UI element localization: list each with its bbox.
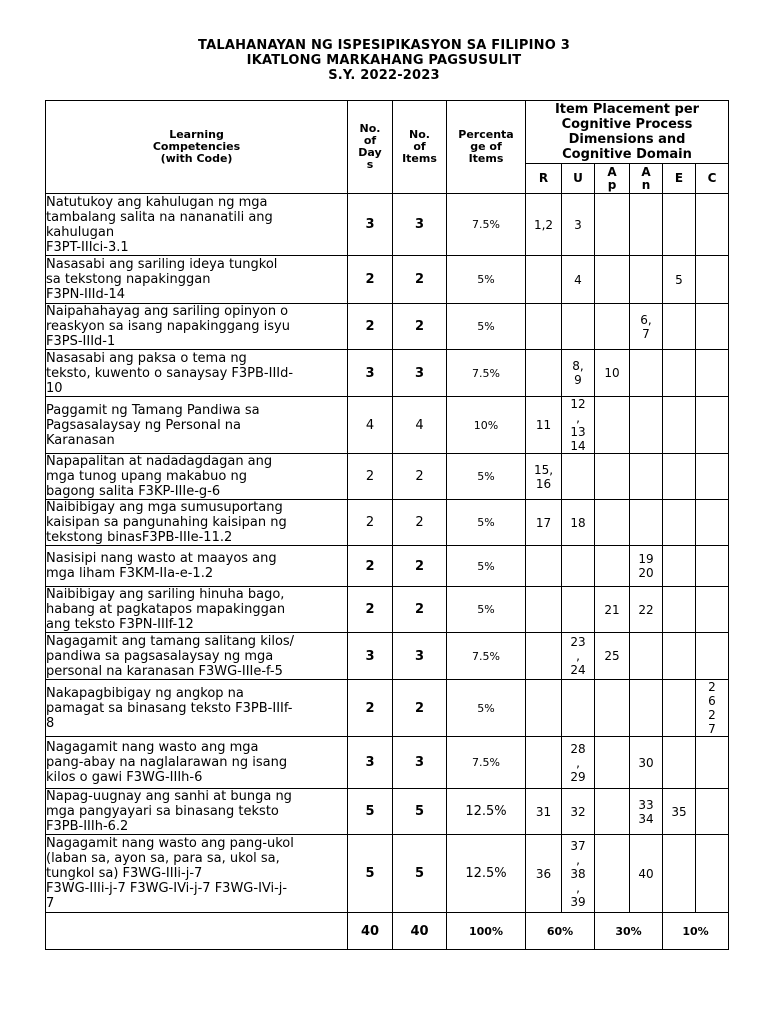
- items-cell: 5: [393, 789, 447, 835]
- item-number: 24: [570, 663, 586, 677]
- competency-line: F3PB-IIIh-6.2: [46, 819, 129, 834]
- placement-cell-c: [696, 546, 729, 587]
- competency-cell: [46, 633, 348, 680]
- days-cell: 2: [348, 680, 393, 737]
- placement-cell-u: [562, 546, 595, 587]
- header-row: [46, 101, 729, 164]
- item-number: 38: [570, 866, 586, 881]
- competency-line: F3WG-IIIi-j-7 F3WG-IVi-j-7 F3WG-IVi-j-: [46, 881, 288, 896]
- item-number: 6: [708, 694, 716, 708]
- competency-cell: [46, 835, 348, 913]
- item-number: 23: [570, 635, 586, 649]
- competency-line: Natutukoy ang kahulugan ng mga: [46, 194, 268, 210]
- header-line: Item Placement per: [554, 102, 700, 117]
- item-number: 7: [708, 722, 716, 736]
- header-dim-ap: [595, 164, 630, 194]
- placement-cell-u: [562, 256, 595, 304]
- table-row: [46, 789, 729, 835]
- percentage-cell: 5%: [447, 454, 526, 500]
- placement-cell-e: [663, 304, 696, 350]
- header-line: Cognitive Domain: [562, 147, 692, 162]
- item-number: 1,2: [533, 217, 554, 232]
- item-number: 14: [570, 439, 586, 453]
- competency-line: reaskyon sa isang napakinggang isyu: [46, 319, 290, 334]
- header-competencies: [46, 101, 348, 194]
- placement-cell-r: [526, 789, 562, 835]
- header-line: No.: [409, 128, 430, 141]
- total-percentage: 100%: [447, 913, 526, 950]
- competency-cell: [46, 397, 348, 454]
- item-number: 35: [671, 804, 687, 819]
- item-number: ,: [576, 649, 580, 663]
- placement-cell-e: [663, 350, 696, 397]
- items-cell: 3: [393, 737, 447, 789]
- placement-cell-r: [526, 256, 562, 304]
- item-number: 10: [604, 366, 620, 380]
- items-cell: 2: [393, 680, 447, 737]
- placement-cell-r: [526, 397, 562, 454]
- placement-cell-ap: [595, 304, 630, 350]
- placement-cell-ap: [595, 500, 630, 546]
- competency-cell: [46, 256, 348, 304]
- header-dim-r: [526, 164, 562, 194]
- table-row: [46, 454, 729, 500]
- header-line: Cognitive Process: [561, 117, 693, 132]
- competency-line: teksto, kuwento o sanaysay F3PB-IIId-: [46, 365, 294, 381]
- placement-cell-e: [663, 737, 696, 789]
- table-row: [46, 633, 729, 680]
- placement-cell-e: [663, 633, 696, 680]
- dim-label: A: [641, 164, 651, 179]
- item-number: 16: [535, 476, 552, 491]
- placement-cell-c: [696, 737, 729, 789]
- competency-line: Karanasan: [46, 432, 115, 448]
- placement-cell-u: [562, 194, 595, 256]
- placement-cell-u: [562, 454, 595, 500]
- header-line: Items: [468, 152, 504, 165]
- placement-cell-r: [526, 454, 562, 500]
- placement-cell-e: [663, 546, 696, 587]
- days-cell: 3: [348, 737, 393, 789]
- placement-cell-ap: [595, 587, 630, 633]
- placement-cell-ap: [595, 454, 630, 500]
- placement-cell-r: [526, 194, 562, 256]
- header-line: Day: [358, 146, 382, 159]
- placement-cell-u: [562, 633, 595, 680]
- table-row: [46, 256, 729, 304]
- competency-line: Nasasabi ang paksa o tema ng: [46, 350, 247, 366]
- days-cell: 2: [348, 500, 393, 546]
- placement-cell-r: [526, 304, 562, 350]
- item-number: 2: [708, 708, 716, 722]
- placement-cell-an: [630, 835, 663, 913]
- percentage-cell: 12.5%: [447, 835, 526, 913]
- specification-table: [45, 100, 729, 950]
- items-cell: 2: [393, 256, 447, 304]
- percentage-cell: 10%: [447, 397, 526, 454]
- competency-line: Naibibigay ang mga sumusuportang: [46, 500, 283, 515]
- placement-cell-e: [663, 194, 696, 256]
- competency-line: mga pangyayari sa binasang teksto: [46, 804, 279, 819]
- competency-line: Nasasabi ang sariling ideya tungkol: [46, 257, 278, 272]
- header-line: Items: [402, 152, 437, 165]
- item-number: 8,: [572, 359, 584, 373]
- table-row: [46, 500, 729, 546]
- placement-cell-an: [630, 304, 663, 350]
- percentage-cell: 5%: [447, 500, 526, 546]
- placement-cell-ap: [595, 633, 630, 680]
- table-row: [46, 304, 729, 350]
- placement-cell-c: [696, 350, 729, 397]
- placement-cell-an: [630, 500, 663, 546]
- competency-line: 7: [46, 896, 55, 911]
- items-cell: 2: [393, 454, 447, 500]
- competency-line: Naibibigay ang sariling hinuha bago,: [46, 587, 285, 602]
- table-row: [46, 194, 729, 256]
- days-cell: 2: [348, 454, 393, 500]
- header-line: No.: [359, 122, 381, 135]
- placement-cell-e: [663, 789, 696, 835]
- item-number: ,: [576, 411, 580, 425]
- days-cell: 2: [348, 256, 393, 304]
- competency-line: kaisipan sa pangunahing kaisipan ng: [46, 515, 287, 530]
- placement-cell-c: [696, 500, 729, 546]
- competency-line: 10: [46, 380, 63, 396]
- competency-line: kahulugan: [46, 224, 115, 240]
- item-number: 7: [642, 326, 650, 341]
- percentage-cell: 5%: [447, 680, 526, 737]
- competency-line: F3PS-IIId-1: [46, 334, 116, 349]
- item-number: ,: [576, 880, 580, 895]
- percentage-cell: 5%: [447, 546, 526, 587]
- placement-cell-e: [663, 500, 696, 546]
- title-line-3: S.Y. 2022-2023: [328, 68, 440, 83]
- competency-cell: [46, 454, 348, 500]
- placement-cell-e: [663, 397, 696, 454]
- competency-line: Nasisipi nang wasto at maayos ang: [46, 551, 277, 566]
- percentage-cell: 7.5%: [447, 737, 526, 789]
- item-number: 5: [675, 272, 683, 287]
- placement-cell-an: [630, 546, 663, 587]
- competency-line: Nagagamit nang wasto ang pang-ukol: [46, 836, 294, 851]
- totals-blank-cell: [46, 913, 348, 950]
- item-number: 39: [570, 894, 586, 909]
- item-number: 3: [574, 217, 582, 232]
- placement-cell-c: [696, 789, 729, 835]
- document-title: [0, 38, 768, 83]
- items-cell: 3: [393, 350, 447, 397]
- table-row: [46, 835, 729, 913]
- days-cell: 2: [348, 304, 393, 350]
- items-cell: 2: [393, 304, 447, 350]
- item-number: 37: [570, 838, 586, 853]
- competency-line: habang at pagkatapos mapakinggan: [46, 602, 286, 617]
- competency-line: tekstong binasF3PB-IIIe-11.2: [46, 530, 233, 545]
- percentage-cell: 7.5%: [447, 194, 526, 256]
- days-cell: 3: [348, 633, 393, 680]
- placement-cell-u: [562, 500, 595, 546]
- percentage-cell: 7.5%: [447, 350, 526, 397]
- competency-line: kilos o gawi F3WG-IIIh-6: [46, 770, 203, 785]
- placement-cell-an: [630, 350, 663, 397]
- total-group-r-u: 60%: [526, 913, 595, 950]
- header-dim-an: [630, 164, 663, 194]
- placement-cell-ap: [595, 350, 630, 397]
- dim-label: U: [573, 171, 583, 185]
- header-line: Percenta: [458, 128, 514, 141]
- item-number: 32: [570, 804, 586, 819]
- competency-cell: [46, 304, 348, 350]
- table-row: [46, 737, 729, 789]
- header-percentage: [447, 101, 526, 194]
- competency-line: Paggamit ng Tamang Pandiwa sa: [46, 402, 260, 418]
- days-cell: 4: [348, 397, 393, 454]
- item-number: ,: [576, 852, 580, 867]
- dim-label: n: [641, 177, 651, 192]
- placement-cell-e: [663, 680, 696, 737]
- placement-cell-ap: [595, 789, 630, 835]
- table-row: [46, 587, 729, 633]
- competency-cell: [46, 194, 348, 256]
- placement-cell-c: [696, 633, 729, 680]
- placement-cell-c: [696, 835, 729, 913]
- item-number: 34: [638, 811, 654, 826]
- placement-cell-u: [562, 397, 595, 454]
- items-cell: 2: [393, 500, 447, 546]
- competency-line: pandiwa sa pagsasalaysay ng mga: [46, 648, 274, 664]
- item-number: 11: [535, 418, 552, 432]
- header-line: Dimensions and: [568, 132, 686, 147]
- competency-line: pamagat sa binasang teksto F3PB-IIIf-: [46, 700, 293, 716]
- placement-cell-u: [562, 587, 595, 633]
- placement-cell-r: [526, 633, 562, 680]
- total-days: 40: [348, 913, 393, 950]
- competency-line: Nagagamit nang wasto ang mga: [46, 740, 259, 755]
- competency-cell: [46, 350, 348, 397]
- header-days: [348, 101, 393, 194]
- header-dim-e: [663, 164, 696, 194]
- competency-line: tungkol sa) F3WG-IIIi-j-7: [46, 866, 203, 881]
- placement-cell-ap: [595, 835, 630, 913]
- competency-line: mga tunog upang makabuo ng: [46, 469, 247, 484]
- placement-cell-ap: [595, 680, 630, 737]
- placement-cell-e: [663, 587, 696, 633]
- item-number: 33: [638, 797, 654, 812]
- competency-line: Nagagamit ang tamang salitang kilos/: [46, 633, 295, 649]
- placement-cell-ap: [595, 546, 630, 587]
- competency-cell: [46, 587, 348, 633]
- item-number: 19: [638, 552, 654, 566]
- competency-line: pang-abay na naglalarawan ng isang: [46, 755, 288, 770]
- header-dim-c: [696, 164, 729, 194]
- placement-cell-u: [562, 835, 595, 913]
- competency-line: (laban sa, ayon sa, para sa, ukol sa,: [46, 851, 280, 866]
- placement-cell-c: [696, 256, 729, 304]
- placement-cell-r: [526, 737, 562, 789]
- placement-cell-u: [562, 737, 595, 789]
- placement-cell-u: [562, 350, 595, 397]
- item-number: 31: [535, 804, 552, 819]
- percentage-cell: 12.5%: [447, 789, 526, 835]
- item-number: ,: [576, 755, 580, 770]
- items-cell: 4: [393, 397, 447, 454]
- title-line-2: IKATLONG MARKAHANG PAGSUSULIT: [246, 53, 522, 68]
- items-cell: 3: [393, 194, 447, 256]
- header-line: ge of: [470, 140, 502, 153]
- competency-line: F3PT-IIIci-3.1: [46, 239, 129, 255]
- competency-line: personal na karanasan F3WG-IIIe-f-5: [46, 663, 283, 679]
- table-body: [46, 194, 729, 950]
- items-cell: 5: [393, 835, 447, 913]
- header-line: of: [363, 134, 377, 147]
- placement-cell-e: [663, 256, 696, 304]
- competency-line: sa tekstong napakinggan: [46, 272, 211, 287]
- placement-cell-an: [630, 789, 663, 835]
- total-group-e-c: 10%: [663, 913, 729, 950]
- item-number: 15,: [533, 462, 554, 477]
- placement-cell-e: [663, 454, 696, 500]
- competency-line: Pagsasalaysay ng Personal na: [46, 417, 242, 433]
- placement-cell-an: [630, 397, 663, 454]
- placement-cell-an: [630, 737, 663, 789]
- placement-cell-an: [630, 256, 663, 304]
- competency-cell: [46, 546, 348, 587]
- placement-cell-c: [696, 680, 729, 737]
- competency-line: Nakapagbibigay ng angkop na: [46, 685, 244, 701]
- days-cell: 5: [348, 835, 393, 913]
- placement-cell-c: [696, 397, 729, 454]
- placement-cell-r: [526, 587, 562, 633]
- placement-cell-r: [526, 350, 562, 397]
- placement-cell-an: [630, 587, 663, 633]
- item-number: 30: [638, 755, 654, 770]
- placement-cell-u: [562, 304, 595, 350]
- item-number: 12: [570, 397, 586, 411]
- table-row: [46, 680, 729, 737]
- table-row: [46, 397, 729, 454]
- dim-label: p: [607, 177, 617, 192]
- table-row: [46, 546, 729, 587]
- competency-line: Naipahahayag ang sariling opinyon o: [46, 304, 289, 319]
- header-item-placement: [526, 101, 729, 164]
- total-group-ap-an: 30%: [595, 913, 663, 950]
- days-cell: 3: [348, 350, 393, 397]
- item-number: 21: [604, 602, 620, 617]
- dim-label: A: [607, 164, 617, 179]
- table-row: [46, 350, 729, 397]
- competency-line: 8: [46, 715, 55, 731]
- item-number: 20: [638, 566, 654, 580]
- items-cell: 2: [393, 546, 447, 587]
- placement-cell-c: [696, 587, 729, 633]
- items-cell: 2: [393, 587, 447, 633]
- item-number: 18: [570, 515, 586, 530]
- header-items: [393, 101, 447, 194]
- placement-cell-r: [526, 546, 562, 587]
- days-cell: 2: [348, 587, 393, 633]
- header-line: Learning: [169, 128, 224, 141]
- percentage-cell: 5%: [447, 256, 526, 304]
- placement-cell-u: [562, 789, 595, 835]
- item-number: 25: [604, 649, 620, 663]
- days-cell: 3: [348, 194, 393, 256]
- competency-cell: [46, 737, 348, 789]
- placement-cell-u: [562, 680, 595, 737]
- header-line: Competencies: [152, 140, 241, 153]
- items-cell: 3: [393, 633, 447, 680]
- item-number: 29: [570, 769, 586, 784]
- competency-line: mga liham F3KM-IIa-e-1.2: [46, 566, 214, 581]
- dim-label: R: [538, 171, 549, 185]
- header-line: of: [413, 140, 426, 153]
- item-number: 40: [638, 866, 654, 881]
- competency-cell: [46, 680, 348, 737]
- placement-cell-an: [630, 680, 663, 737]
- competency-line: ang teksto F3PN-IIIf-12: [46, 617, 194, 632]
- competency-line: bagong salita F3KP-IIIe-g-6: [46, 484, 221, 499]
- percentage-cell: 7.5%: [447, 633, 526, 680]
- item-number: 4: [574, 272, 582, 287]
- placement-cell-an: [630, 454, 663, 500]
- item-number: 6,: [640, 312, 652, 327]
- item-number: 9: [574, 373, 582, 387]
- placement-cell-r: [526, 835, 562, 913]
- item-number: 28: [570, 741, 586, 756]
- item-number: 36: [535, 866, 552, 881]
- placement-cell-r: [526, 500, 562, 546]
- total-items: 40: [393, 913, 447, 950]
- placement-cell-ap: [595, 194, 630, 256]
- dim-label: C: [707, 171, 717, 185]
- placement-cell-ap: [595, 397, 630, 454]
- title-line-1: TALAHANAYAN NG ISPESIPIKASYON SA FILIPINO 3: [198, 38, 570, 53]
- totals-row: [46, 913, 729, 950]
- item-number: 22: [638, 602, 654, 617]
- percentage-cell: 5%: [447, 587, 526, 633]
- competency-cell: [46, 500, 348, 546]
- competency-line: F3PN-IIId-14: [46, 287, 125, 302]
- header-line: (with Code): [160, 152, 233, 165]
- placement-cell-e: [663, 835, 696, 913]
- percentage-cell: 5%: [447, 304, 526, 350]
- dim-label: E: [674, 171, 684, 185]
- header-dim-u: [562, 164, 595, 194]
- competency-line: Napapalitan at nadadagdagan ang: [46, 454, 273, 469]
- placement-cell-c: [696, 304, 729, 350]
- placement-cell-r: [526, 680, 562, 737]
- days-cell: 2: [348, 546, 393, 587]
- placement-cell-an: [630, 633, 663, 680]
- placement-cell-ap: [595, 256, 630, 304]
- competency-cell: [46, 789, 348, 835]
- placement-cell-an: [630, 194, 663, 256]
- competency-line: tambalang salita na nananatili ang: [46, 209, 273, 225]
- competency-line: Napag-uugnay ang sanhi at bunga ng: [46, 789, 292, 804]
- placement-cell-ap: [595, 737, 630, 789]
- placement-cell-c: [696, 454, 729, 500]
- placement-cell-c: [696, 194, 729, 256]
- item-number: 2: [708, 680, 716, 694]
- header-line: s: [366, 158, 374, 171]
- item-number: 17: [535, 515, 552, 530]
- item-number: 13: [570, 425, 586, 439]
- days-cell: 5: [348, 789, 393, 835]
